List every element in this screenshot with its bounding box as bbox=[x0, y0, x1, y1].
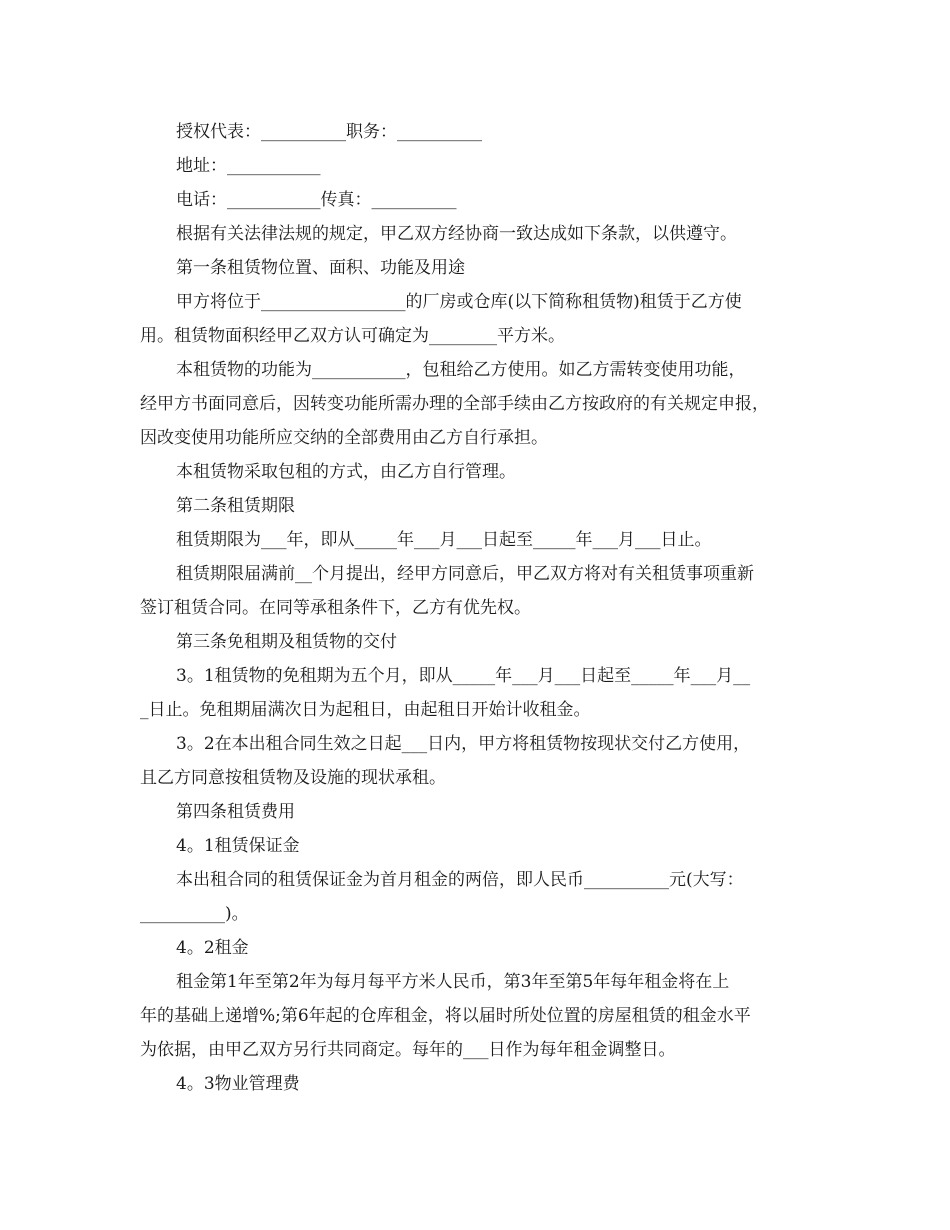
authorized-rep-line: 授权代表：__________职务：__________ bbox=[176, 122, 482, 142]
article-3-heading: 第三条免租期及租赁物的交付 bbox=[176, 632, 397, 652]
clause-4-1-line-1: 本出租合同的租赁保证金为首月租金的两倍，即人民币__________元(大写： bbox=[176, 870, 744, 890]
address-line: 地址：___________ bbox=[176, 156, 321, 176]
clause-4-3-heading: 4。3物业管理费 bbox=[176, 1074, 300, 1094]
article-2-paragraph-2-line-2: 签订租赁合同。在同等承租条件下，乙方有优先权。 bbox=[140, 598, 531, 618]
preamble-paragraph: 根据有关法律法规的规定，甲乙双方经协商一致达成如下条款，以供遵守。 bbox=[176, 224, 737, 244]
clause-4-1-heading: 4。1租赁保证金 bbox=[176, 836, 300, 856]
clause-3-1-line-2: _日止。免租期届满次日为起租日，由起租日开始计收租金。 bbox=[140, 700, 591, 720]
article-2-heading: 第二条租赁期限 bbox=[176, 496, 295, 516]
article-1-paragraph-1-line-1: 甲方将位于_________________的厂房或仓库(以下简称租赁物)租赁于乙方使 bbox=[176, 292, 742, 312]
article-1-paragraph-2-line-2: 经甲方书面同意后，因转变功能所需办理的全部手续由乙方按政府的有关规定申报， bbox=[140, 394, 769, 414]
clause-4-1-line-2: __________)。 bbox=[140, 904, 249, 924]
article-1-paragraph-1-line-2: 用。租赁物面积经甲乙双方认可确定为________平方米。 bbox=[140, 326, 565, 346]
article-1-paragraph-2-line-3: 因改变使用功能所应交纳的全部费用由乙方自行承担。 bbox=[140, 428, 548, 448]
clause-3-1-line-1: 3。1租赁物的免租期为五个月，即从_____年___月___日起至_____年___月__ bbox=[176, 666, 751, 686]
article-4-heading: 第四条租赁费用 bbox=[176, 802, 295, 822]
clause-4-2-line-1: 租金第1年至第2年为每月每平方米人民币，第3年至第5年每年租金将在上 bbox=[176, 972, 730, 992]
article-1-paragraph-2-line-1: 本租赁物的功能为___________，包租给乙方使用。如乙方需转变使用功能， bbox=[176, 360, 746, 380]
phone-fax-line: 电话：___________传真：__________ bbox=[176, 190, 457, 210]
article-1-heading: 第一条租赁物位置、面积、功能及用途 bbox=[176, 258, 465, 278]
clause-4-2-heading: 4。2租金 bbox=[176, 938, 249, 958]
clause-3-2-line-2: 且乙方同意按租赁物及设施的现状承租。 bbox=[140, 768, 446, 788]
article-1-paragraph-3: 本租赁物采取包租的方式，由乙方自行管理。 bbox=[176, 462, 516, 482]
clause-4-2-line-3: 为依据，由甲乙双方另行共同商定。每年的___日作为每年租金调整日。 bbox=[140, 1040, 676, 1060]
clause-4-2-line-2: 年的基础上递增%;第6年起的仓库租金，将以届时所处位置的房屋租赁的租金水平 bbox=[140, 1006, 751, 1026]
clause-3-2-line-1: 3。2在本出租合同生效之日起___日内，甲方将租赁物按现状交付乙方使用， bbox=[176, 734, 751, 754]
article-2-paragraph-1: 租赁期限为___年，即从_____年___月___日起至_____年___月___日止。 bbox=[176, 530, 712, 550]
article-2-paragraph-2-line-1: 租赁期限届满前__个月提出，经甲方同意后，甲乙双方将对有关租赁事项重新 bbox=[176, 564, 754, 584]
